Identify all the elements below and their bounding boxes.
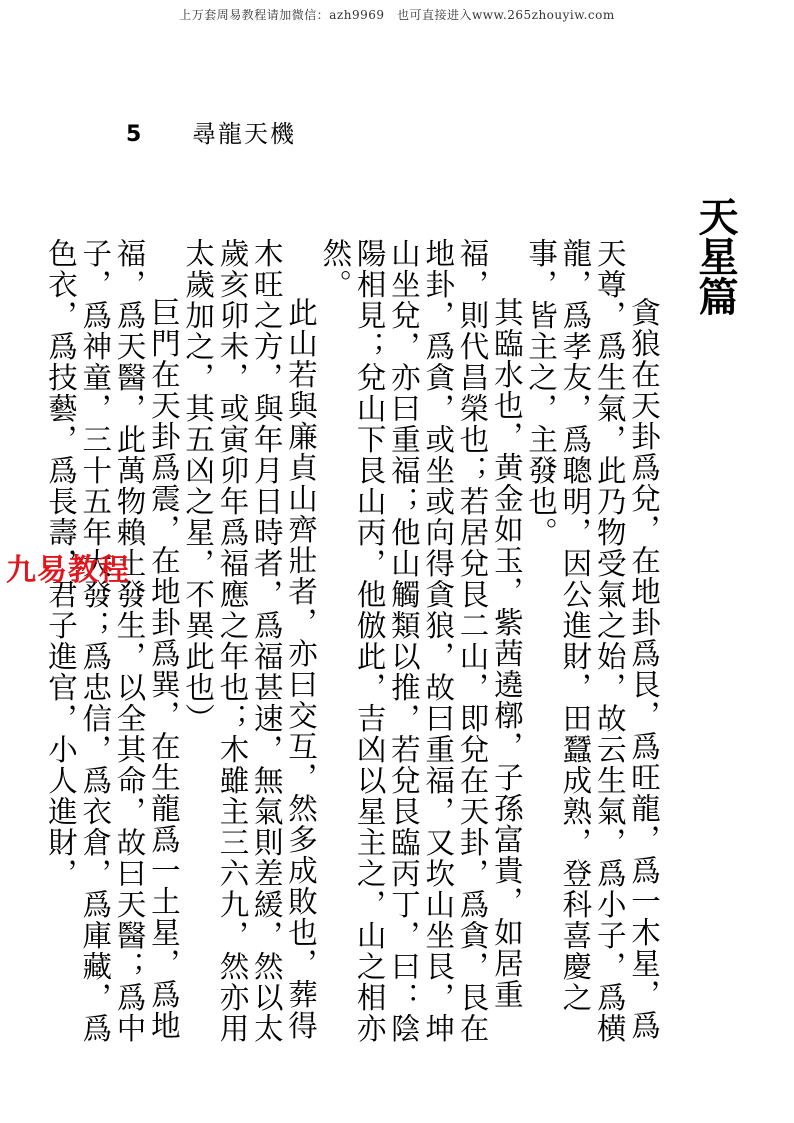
chapter-title: 天星篇 <box>692 196 738 316</box>
paragraph: 巨門在天卦爲震，在地卦爲巽，在生龍爲一土星，爲地福，爲天醫，此萬物賴土發生，以全其命，故曰天醫；爲中子，爲神童，三十五年大發；爲忠信，爲衣倉，爲庫藏，爲色衣，爲技藝，爲長壽，君子進官，小人進財， <box>43 238 181 1044</box>
promo-header: 上万套周易教程请加微信：azh9969 也可直接进入www.265zhouyiw.com <box>179 8 615 22</box>
paragraph: 貪狼在天卦爲兌，在地卦爲艮，爲旺龍，爲一木星，爲天尊，爲生氣，此乃物受氣之始，故云生氣，爲小子，爲横龍，爲孝友，爲聰明，因公進財，田蠶成熟，登科喜慶之事，皆主之，主發也。 <box>524 238 661 1044</box>
body-text <box>44 238 661 1058</box>
watermark: 九易教程 <box>6 553 130 588</box>
paragraph: 其臨水也，黄金如玉，紫茜遶槨，子孫富貴，如居重福，則代昌榮也；若居兌艮二山，即兌在天卦，爲貪，艮在地卦，爲貪，或坐或向得貪狼，故曰重福，又坎山坐艮，坤山坐兌，亦曰重福；他山觸類以推，若兌艮臨丙丁，曰：陰陽相見；兌山下艮山丙，他倣此，吉凶以星主之，山之相亦然。 <box>318 238 524 1044</box>
page-number: 5 <box>126 122 142 147</box>
paragraph: 此山若與廉貞山齊壯者，亦曰交互，然多成敗也，葬得木旺之方，與年月日時者，爲福甚速，無氣則差緩，然以太歲亥卯未，或寅卯年爲福應之年也；木雖主三六九，然亦用太歲加之，其五凶之星，不異此也） <box>181 238 319 1044</box>
book-title: 尋龍天機 <box>192 120 296 148</box>
